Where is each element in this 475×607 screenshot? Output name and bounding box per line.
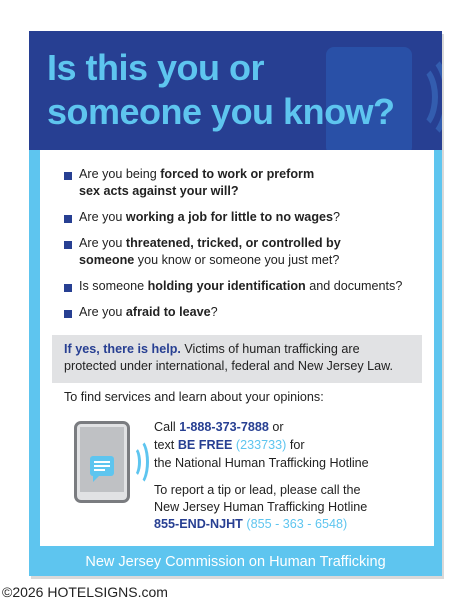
national-hotline-phone[interactable]: 1-888-373-7888	[179, 420, 269, 434]
headline-line-2: someone you know?	[47, 91, 395, 132]
signal-waves-icon	[128, 438, 149, 486]
headline-line-1: Is this you or	[47, 47, 265, 88]
question-item: Are you being forced to work or preform sex acts against your will?	[64, 166, 424, 200]
footer-commission: New Jersey Commission on Human Trafficking	[85, 554, 386, 570]
signal-watermark-icon	[394, 51, 442, 143]
text-short-number[interactable]: (233733)	[232, 438, 287, 452]
headline	[47, 46, 395, 134]
nj-hotline-info: To report a tip or lead, please call the New Jersey Human Trafficking Hotline 855-END-NJHT (855 - 363 - 6548)	[154, 483, 368, 531]
question-item: Are you threatened, tricked, or controlled by someone you know or someone you just met?	[64, 235, 424, 269]
nj-hotline-phone[interactable]: 855-END-NJHT	[154, 517, 243, 531]
help-callout: If yes, there is help. Victims of human trafficking are protected under international, federal and New Jersey Law.	[52, 335, 422, 383]
copyright-text: ©2026 HOTELSIGNS.com	[2, 584, 168, 600]
text-code[interactable]: BE FREE	[177, 438, 233, 452]
question-list	[64, 166, 424, 330]
find-services-text: To find services and learn about your opinions:	[64, 390, 324, 404]
tablet-icon	[74, 421, 130, 503]
help-lead: If yes, there is help.	[64, 342, 181, 356]
question-item: Is someone holding your identification and documents?	[64, 278, 424, 295]
national-hotline-info: Call 1-888-373-7888 or text BE FREE (233733) for the National Human Trafficking Hotline	[154, 420, 369, 470]
question-item: Are you afraid to leave?	[64, 304, 424, 321]
question-item: Are you working a job for little to no wages?	[64, 209, 424, 226]
nj-hotline-digits[interactable]: (855 - 363 - 6548)	[242, 517, 348, 531]
chat-bubble-icon	[90, 456, 114, 476]
